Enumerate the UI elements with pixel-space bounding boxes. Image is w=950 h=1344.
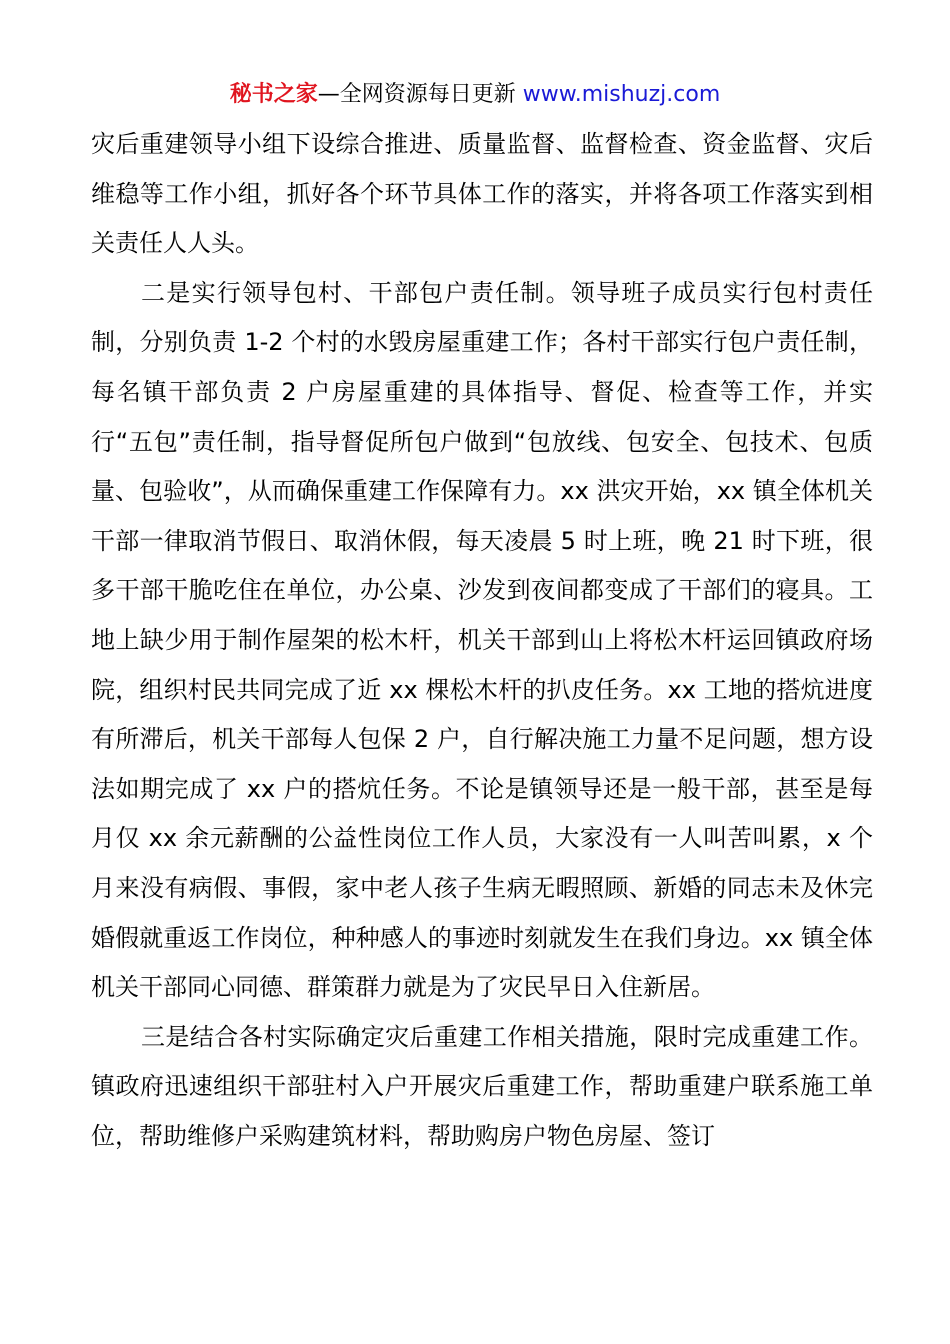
site-banner (0, 80, 950, 110)
paragraph-third-measure: 三是结合各村实际确定灾后重建工作相关措施，限时完成重建工作。镇政府迅速组织干部驻村入户开展灾后重建工作，帮助重建户联系施工单位，帮助维修户采购建筑材料，帮助购房户物色房屋、签订 (91, 1022, 873, 1150)
site-url-link[interactable]: www.mishuzj.com (522, 82, 721, 107)
paragraph-continued: 灾后重建领导小组下设综合推进、质量监督、监督检查、资金监督、灾后维稳等工作小组，抓好各个环节具体工作的落实，并将各项工作落实到相关责任人人头。 (91, 130, 873, 258)
paragraph-second-measure: 二是实行领导包村、干部包户责任制。领导班子成员实行包村责任制，分别负责 1-2 个村的水毁房屋重建工作；各村干部实行包户责任制，每名镇干部负责 2 户房屋重建的具体指导、督促、检查等工作，并实行“五包”责任制，指导督促所包户做到“包放线、包安全、包技术、包质量、包验收”，从而确保重建工作保障有力。xx 洪灾开始，xx 镇全体机关干部一律取消节假日、取消休假，每天凌晨 5 时上班，晚 21 时下班，很多干部干脆吃住在单位，办公桌、沙发到夜间都变成了干部们的寝具。工地上缺少用于制作屋架的松木杆，机关干部到山上将松木杆运回镇政府场院，组织村民共同完成了近 xx 棵松木杆的扒皮任务。xx 工地的搭炕进度有所滞后，机关干部每人包保 2 户，自行解决施工力量不足问题，想方设法如期完成了 xx 户的搭炕任务。不论是镇领导还是一般干部，甚至是每月仅 xx 余元薪酬的公益性岗位工作人员，大家没有一人叫苦叫累，x 个月来没有病假、事假，家中老人孩子生病无暇照顾、新婚的同志未及休完婚假就重返工作岗位，种种感人的事迹时刻就发生在我们身边。xx 镇全体机关干部同心同德、群策群力就是为了灾民早日入住新居。 (91, 278, 873, 1002)
brand-name: 秘书之家 (229, 82, 318, 107)
banner-tagline: —全网资源每日更新 (317, 82, 523, 107)
document-body (91, 120, 873, 1161)
